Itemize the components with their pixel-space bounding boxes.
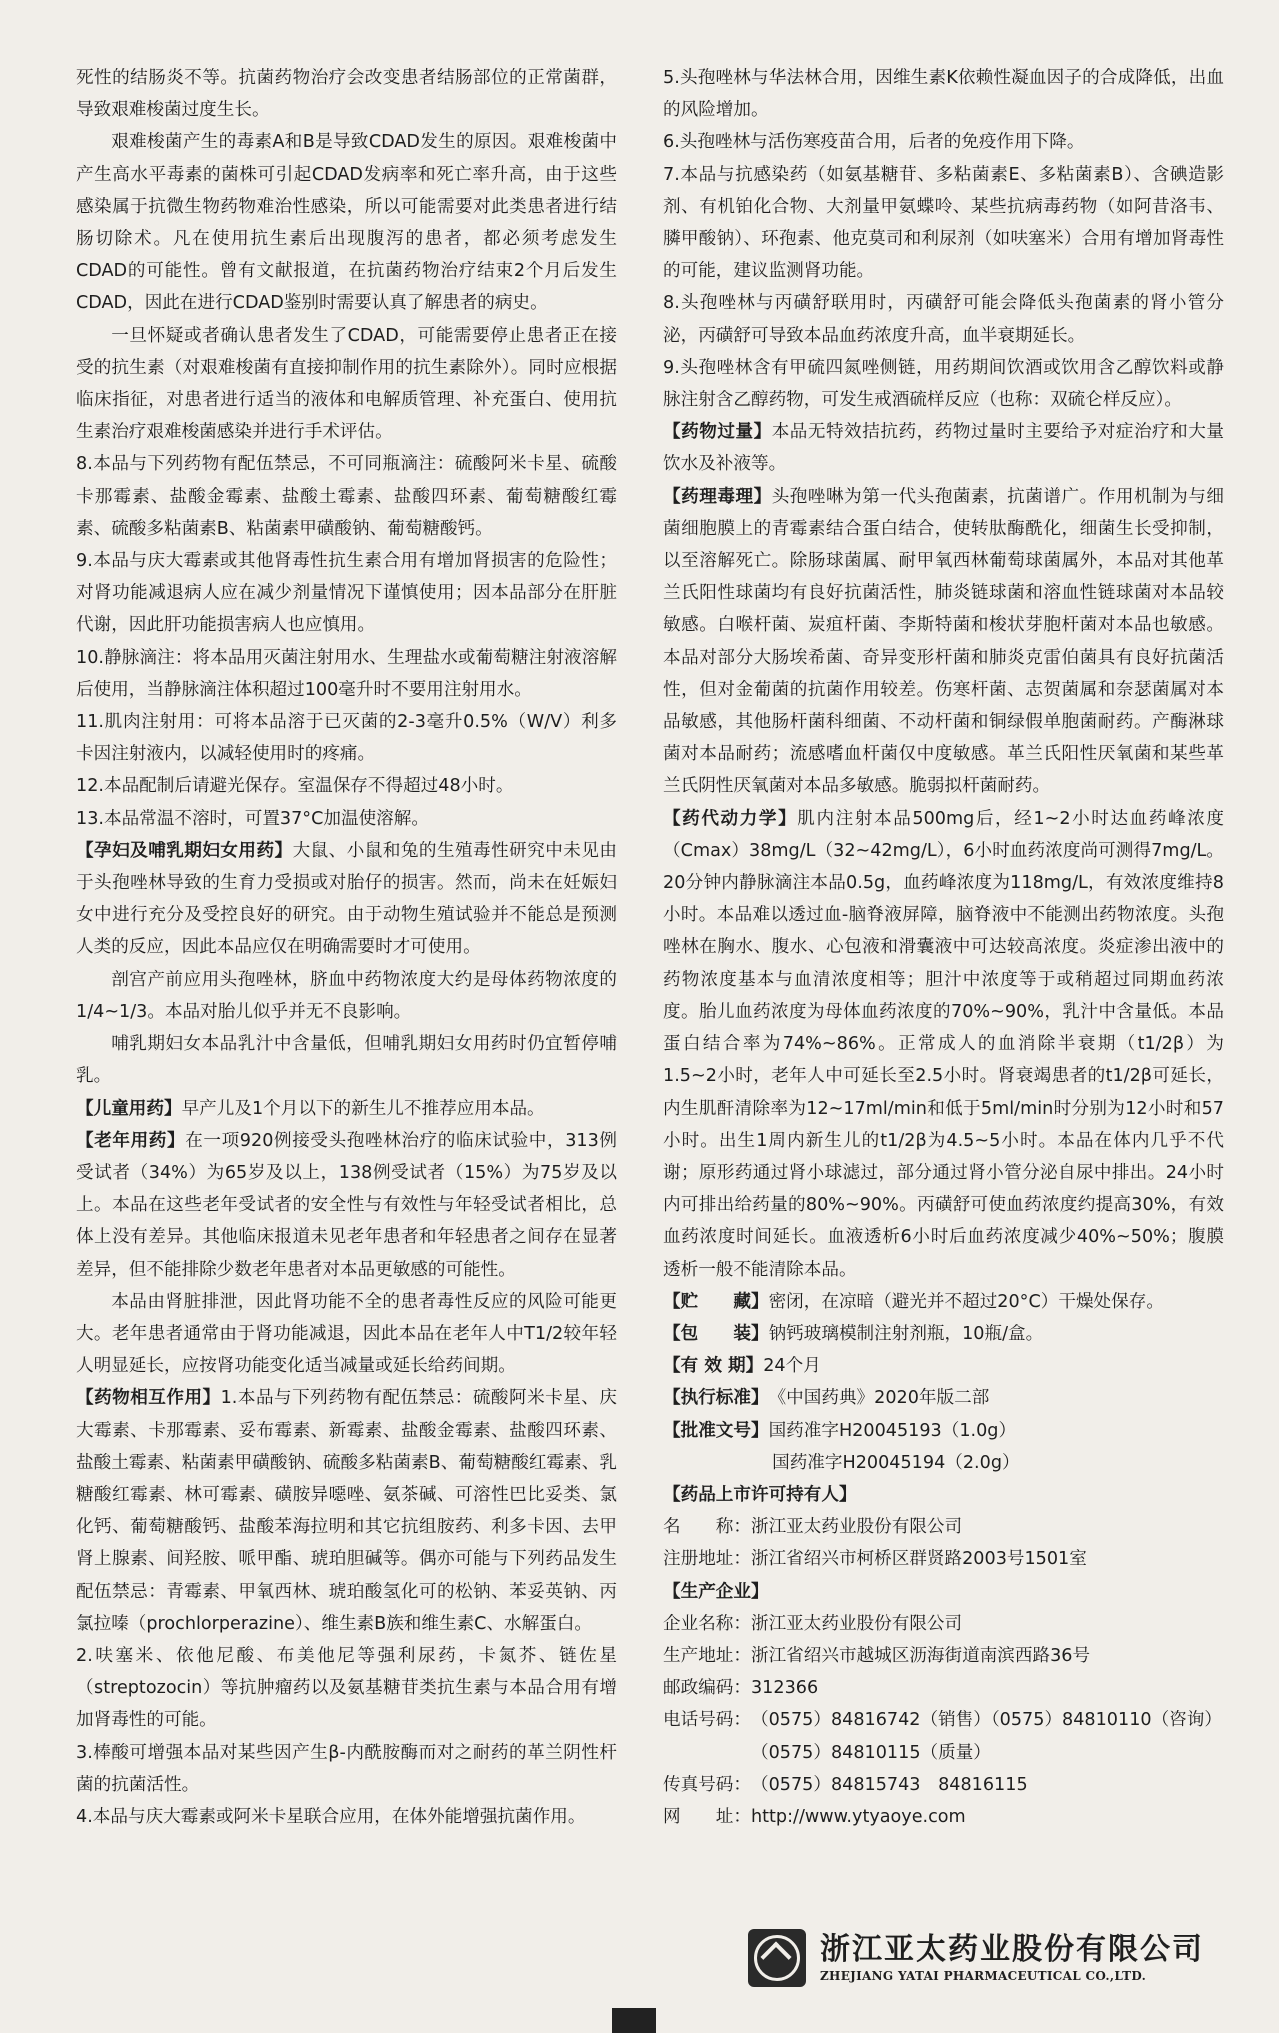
section-tag: 【儿童用药】 [76,1098,182,1119]
section-elderly [76,1125,617,1286]
tel-row [663,1704,1224,1736]
approval-value: 国药准字H20045193（1.0g） [768,1420,1017,1441]
storage-row [663,1286,1224,1318]
section-tag: 【药物相互作用】 [76,1388,221,1409]
section-text: 在一项920例接受头孢唑林治疗的临床试验中，313例受试者（34%）为65岁及以上，138例受试者（15%）为75岁及以上。本品在这些老年受试者的安全性与有效性与年轻受试者相比，总体上没有差异。其他临床报道未见老年患者和年轻患者之间存在显著差异，但不能排除少数老年患者对本品更敏感的可能性。 [76,1130,617,1280]
maker-heading [663,1576,1224,1608]
fax-value: （0575）84815743 84816115 [750,1774,1028,1795]
section-tag: 【药物过量】 [663,422,772,443]
section-tag: 【药理毒理】 [663,486,772,507]
section-overdose [663,416,1224,480]
maker-name-row [663,1608,1224,1640]
standard-label: 【执行标准】 [663,1388,769,1409]
company-footer [748,1922,1228,1994]
paragraph: 艰难梭菌产生的毒素A和B是导致CDAD发生的原因。艰难梭菌中产生高水平毒素的菌株可引起CDAD发病率和死亡率升高，由于这些感染属于抗微生物药物难治性感染，所以可能需要对此类患者进行结肠切除术。凡在使用抗生素后出现腹泻的患者，都必须考虑发生CDAD的可能性。曾有文献报道，在抗菌药物治疗结束2个月后发生CDAD，因此在进行CDAD鉴别时需要认真了解患者的病史。 [76,132,617,314]
paragraph: 9.本品与庆大霉素或其他肾毒性抗生素合用有增加肾损害的危险性；对肾功能减退病人应在减少剂量情况下谨慎使用；因本品部分在肝脏代谢，因此肝功能损害病人也应慎用。 [76,551,617,636]
approval-row-2 [663,1447,1224,1479]
package-value: 钠钙玻璃模制注射剂瓶，10瓶/盒。 [768,1323,1044,1344]
section-text: 1.本品与下列药物有配伍禁忌：硫酸阿米卡星、庆大霉素、卡那霉素、妥布霉素、新霉素、盐酸金霉素、盐酸四环素、盐酸土霉素、粘菌素甲磺酸钠、硫酸多粘菌素B、葡萄糖酸红霉素、乳糖酸红霉素、林可霉素、磺胺异噁唑、氨茶碱、可溶性巴比妥类、氯化钙、葡萄糖酸钙、盐酸苯海拉明和其它抗组胺药、利多卡因、去甲肾上腺素、间羟胺、哌甲酯、琥珀胆碱等。偶亦可能与下列药品发生配伍禁忌：青霉素、甲氧西林、琥珀酸氢化可的松钠、苯妥英钠、丙氯拉嗪（prochlorperazine）、维生素B族和维生素C、水解蛋白。 [76,1388,617,1634]
section-pregnancy [76,835,617,964]
paragraph: 5.头孢唑林与华法林合用，因维生素K依赖性凝血因子的合成降低，出血的风险增加。 [663,68,1224,121]
tel-value: （0575）84810115（质量） [751,1742,991,1763]
section-pharmacology [663,481,1224,803]
validity-value: 24个月 [763,1356,821,1377]
approval-label: 【批准文号】 [663,1420,769,1441]
section-text: 早产儿及1个月以下的新生儿不推荐应用本品。 [181,1098,545,1119]
validity-row [663,1350,1224,1382]
section-text: 头孢唑啉为第一代头孢菌素，抗菌谱广。作用机制为与细菌细胞膜上的青霉素结合蛋白结合，使转肽酶酰化，细菌生长受抑制，以至溶解死亡。除肠球菌属、耐甲氧西林葡萄球菌属外，本品对其他革兰氏阳性球菌均有良好抗菌活性，肺炎链球菌和溶血性链球菌对本品较敏感。白喉杆菌、炭疽杆菌、李斯特菌和梭状芽胞杆菌对本品也敏感。本品对部分大肠埃希菌、奇异变形杆菌和肺炎克雷伯菌具有良好抗菌活性，但对金葡菌的抗菌作用较差。伤寒杆菌、志贺菌属和奈瑟菌属对本品敏感，其他肠杆菌科细菌、不动杆菌和铜绿假单胞菌耐药。产酶淋球菌对本品耐药；流感嗜血杆菌仅中度敏感。革兰氏阳性厌氧菌和某些革兰氏阴性厌氧菌对本品多敏感。脆弱拟杆菌耐药。 [663,486,1224,797]
paragraph: 10.静脉滴注：将本品用灭菌注射用水、生理盐水或葡萄糖注射液溶解后使用，当静脉滴注体积超过100毫升时不要用注射用水。 [76,647,617,700]
paragraph: 6.头孢唑林与活伤寒疫苗合用，后者的免疫作用下降。 [663,132,1085,153]
right-column [663,62,1224,1973]
storage-value: 密闭，在凉暗（避光并不超过20°C）干燥处保存。 [768,1291,1164,1312]
web-row [663,1801,1224,1833]
section-tag: 【老年用药】 [76,1130,186,1151]
section-text: 本品无特效拮抗药，药物过量时主要给予对症治疗和大量饮水及补液等。 [663,422,1224,475]
tel-row-2 [663,1737,1224,1769]
section-text: 肌内注射本品500mg后，经1~2小时达血药峰浓度（Cmax）38mg/L（32~42mg/L），6小时血药浓度尚可测得7mg/L。20分钟内静脉滴注本品0.5g，血药峰浓度为118mg/L，有效浓度维持8小时。本品难以透过血-脑脊液屏障，脑脊液中不能测出药物浓度。头孢唑林在胸水、腹水、心包液和滑囊液中可达较高浓度。炎症渗出液中的药物浓度基本与血清浓度相等；胆汁中浓度等于或稍超过同期血药浓度。胎儿血药浓度为母体血药浓度的70%~90%，乳汁中含量低。本品蛋白结合率为74%~86%。正常成人的血消除半衰期（t1/2β）为1.5~2小时，老年人中可延长至2.5小时。肾衰竭患者的t1/2β可延长，内生肌酐清除率为12~17ml/min和低于5ml/min时分别为12小时和57小时。出生1周内新生儿的t1/2β为4.5~5小时。本品在体内几乎不代谢；原形药通过肾小球滤过，部分通过肾小管分泌自尿中排出。24小时内可排出给药量的80%~90%。丙磺舒可使血药浓度约提高30%，有效血药浓度时间延长。血液透析6小时后血药浓度减少40%~50%；腹膜透析一般不能清除本品。 [663,808,1224,1280]
holder-name-value: 浙江亚太药业股份有限公司 [750,1517,963,1538]
yatai-logo-icon [748,1929,806,1987]
paragraph: 剖宫产前应用头孢唑林，脐血中药物浓度大约是母体药物浓度的1/4~1/3。本品对胎儿似乎并无不良影响。 [76,969,617,1022]
maker-name-label: 企业名称： [663,1613,751,1634]
company-name-cn: 浙江亚太药业股份有限公司 [820,1932,1204,1967]
section-tag: 【药品上市许可持有人】 [663,1484,857,1505]
maker-address-row [663,1640,1224,1672]
paragraph: 死性的结肠炎不等。抗菌药物治疗会改变患者结肠部位的正常菌群，导致艰难梭菌过度生长。 [76,68,617,121]
paragraph: 一旦怀疑或者确认患者发生了CDAD，可能需要停止患者正在接受的抗生素（对艰难梭菌有直接抑制作用的抗生素除外）。同时应根据临床指征，对患者进行适当的液体和电解质管理、补充蛋白、使用抗生素治疗艰难梭菌感染并进行手术评估。 [76,325,617,443]
zip-label: 邮政编码： [663,1678,751,1699]
holder-address-label: 注册地址： [663,1549,751,1570]
tel-label: 电话号码： [663,1710,751,1731]
paragraph: 7.本品与抗感染药（如氨基糖苷、多粘菌素E、多粘菌素B）、含碘造影剂、有机铂化合物、大剂量甲氨蝶呤、某些抗病毒药物（如阿昔洛韦、膦甲酸钠）、环孢素、他克莫司和利尿剂（如呋塞米）合用有增加肾毒性的可能，建议监测肾功能。 [663,164,1224,282]
paragraph: 9.头孢唑林含有甲硫四氮唑侧链，用药期间饮酒或饮用含乙醇饮料或静脉注射含乙醇药物，可发生戒酒硫样反应（也称：双硫仑样反应）。 [663,357,1224,411]
package-row [663,1318,1224,1350]
paragraph: 3.棒酸可增强本品对某些因产生β-内酰胺酶而对之耐药的革兰阴性杆菌的抗菌活性。 [76,1742,617,1795]
section-child [76,1093,617,1125]
paragraph: 哺乳期妇女本品乳汁中含量低，但哺乳期妇女用药时仍宜暂停哺乳。 [76,1034,617,1087]
approval-row [663,1415,1224,1447]
maker-address-value: 浙江省绍兴市越城区沥海街道南滨西路36号 [750,1645,1091,1666]
validity-label: 【有 效 期】 [663,1356,764,1377]
paragraph: 2.呋塞米、依他尼酸、布美他尼等强利尿药，卡氮芥、链佐星（streptozocin）等抗肿瘤药以及氨基糖苷类抗生素与本品合用有增加肾毒性的可能。 [76,1645,617,1731]
section-text: 大鼠、小鼠和兔的生殖毒性研究中未见由于头孢唑林导致的生育力受损或对胎仔的损害。然而，尚未在妊娠妇女中进行充分及受控良好的研究。由于动物生殖试验并不能总是预测人类的反应，因此本品应仅在明确需要时才可使用。 [76,840,617,958]
paragraph: 11.肌肉注射用：可将本品溶于已灭菌的2-3毫升0.5%（W/V）利多卡因注射液内，以减轻使用时的疼痛。 [76,712,617,765]
package-label: 【包 装】 [663,1323,769,1344]
fax-row [663,1769,1224,1801]
section-tag: 【生产企业】 [663,1581,769,1602]
page-tab-mark [612,2008,656,2033]
section-tag: 【药代动力学】 [663,808,798,829]
web-value: http://www.ytyaoye.com [750,1806,966,1827]
standard-row [663,1382,1224,1414]
maker-name-value: 浙江亚太药业股份有限公司 [750,1613,963,1634]
section-pharmacokinetics [663,803,1224,1286]
paragraph: 8.头孢唑林与丙磺舒联用时，丙磺舒可能会降低头孢菌素的肾小管分泌，丙磺舒可导致本品血药浓度升高，血半衰期延长。 [663,293,1224,346]
paragraph: 12.本品配制后请避光保存。室温保存不得超过48小时。 [76,776,514,797]
paragraph: 本品由肾脏排泄，因此肾功能不全的患者毒性反应的风险可能更大。老年患者通常由于肾功能减退，因此本品在老年人中T1/2较年轻人明显延长，应按肾功能变化适当减量或延长给药间期。 [76,1291,617,1377]
fax-label: 传真号码： [663,1774,751,1795]
paragraph: 8.本品与下列药物有配伍禁忌，不可同瓶滴注：硫酸阿米卡星、硫酸卡那霉素、盐酸金霉素、盐酸土霉素、盐酸四环素、葡萄糖酸红霉素、硫酸多粘菌素B、粘菌素甲磺酸钠、葡萄糖酸钙。 [76,454,617,539]
tel-value: （0575）84816742（销售）（0575）84810110（咨询） [750,1710,1222,1731]
approval-value: 国药准字H20045194（2.0g） [772,1452,1020,1473]
zip-row [663,1672,1224,1704]
company-names [820,1932,1204,1984]
web-label: 网 址： [663,1806,751,1827]
section-interaction [76,1382,617,1640]
section-tag: 【孕妇及哺乳期妇女用药】 [76,840,293,861]
company-name-en: ZHEJIANG YATAI PHARMACEUTICAL CO.,LTD. [820,1969,1147,1983]
left-column [76,62,617,1973]
holder-heading [663,1479,1224,1511]
storage-label: 【贮 藏】 [663,1291,769,1312]
holder-name-row [663,1511,1224,1543]
maker-address-label: 生产地址： [663,1645,751,1666]
holder-address-value: 浙江省绍兴市柯桥区群贤路2003号1501室 [750,1549,1087,1570]
holder-address-row [663,1543,1224,1575]
zip-value: 312366 [750,1678,819,1699]
standard-value: 《中国药典》2020年版二部 [768,1388,990,1409]
paragraph: 4.本品与庆大霉素或阿米卡星联合应用，在体外能增强抗菌作用。 [76,1806,586,1827]
paragraph: 13.本品常温不溶时，可置37°C加温使溶解。 [76,808,429,829]
holder-name-label: 名 称： [663,1517,751,1538]
